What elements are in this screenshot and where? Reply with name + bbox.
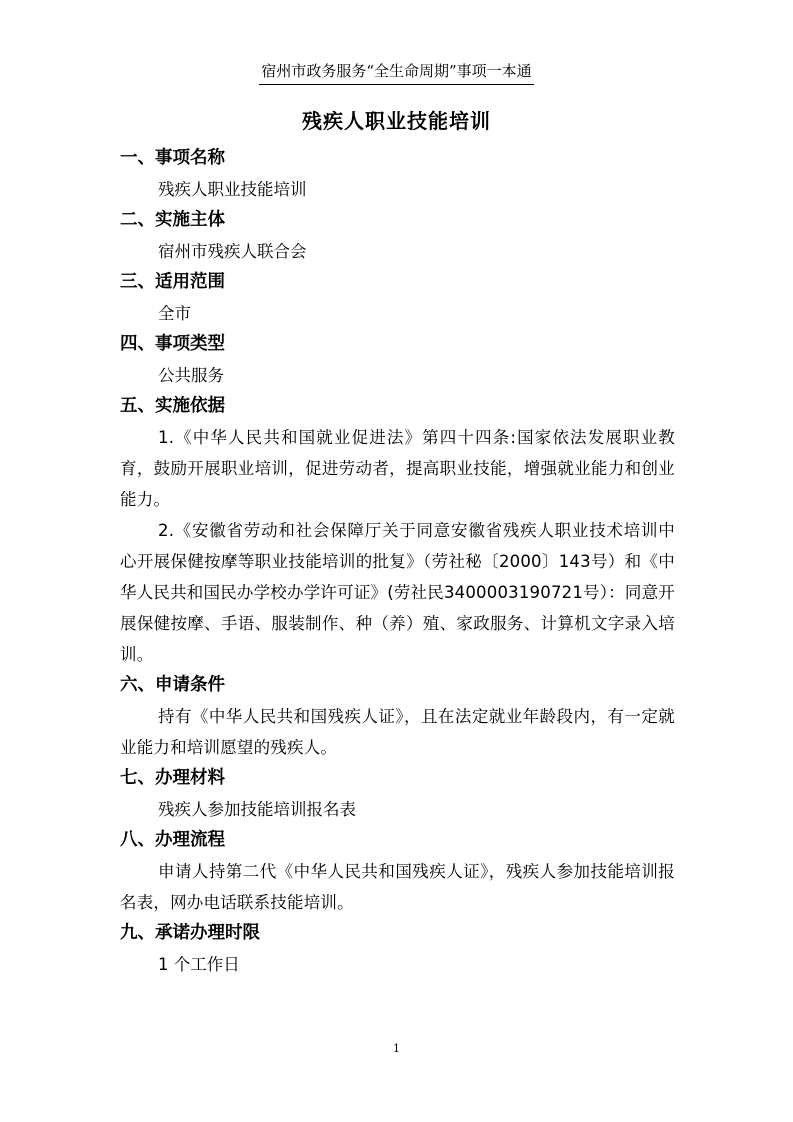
section-body-item-name: 残疾人职业技能培训 [158, 180, 307, 199]
header-text: 宿州市政务服务“全生命周期”事项一本通 [259, 60, 533, 85]
section-heading-time-limit: 九、承诺办理时限 [120, 923, 260, 943]
section-heading-item-type: 四、事项类型 [120, 334, 225, 354]
section-heading-process: 八、办理流程 [120, 830, 225, 850]
legal-basis-paragraph-1: 1.《中华人民共和国就业促进法》第四十四条:国家依法发展职业教育，鼓励开展职业培训，促进劳动者，提高职业技能，增强就业能力和创业能力。 [120, 428, 675, 509]
page-number: 1 [393, 1042, 400, 1055]
legal-basis-paragraph-2: 2.《安徽省劳动和社会保障厅关于同意安徽省残疾人职业技术培训中心开展保健按摩等职业技能培训的批复》（劳社秘〔2000〕143号）和《中华人民共和国民办学校办学许可证》(劳社民3400003190721号）：同意开展保健按摩、手语、服装制作、种（养）殖、家政服务、计算机文字录入培训。 [120, 521, 675, 664]
page-header [0, 60, 793, 85]
section-body-implementer: 宿州市残疾人联合会 [158, 242, 307, 261]
section-body-time-limit: 1 个工作日 [158, 955, 240, 974]
section-heading-implementer: 二、实施主体 [120, 210, 225, 230]
section-heading-scope: 三、适用范围 [120, 272, 225, 292]
section-heading-materials: 七、办理材料 [120, 768, 225, 788]
process-paragraph: 申请人持第二代《中华人民共和国残疾人证》，残疾人参加技能培训报名表，网办电话联系技能培训。 [120, 862, 675, 912]
document-body [120, 143, 675, 980]
section-heading-item-name: 一、事项名称 [120, 148, 225, 168]
section-heading-legal-basis: 五、实施依据 [120, 396, 225, 416]
section-body-scope: 全市 [158, 304, 191, 323]
conditions-paragraph: 持有《中华人民共和国残疾人证》，且在法定就业年龄段内，有一定就业能力和培训愿望的残疾人。 [120, 707, 675, 757]
section-body-item-type: 公共服务 [158, 366, 224, 385]
document-title: 残疾人职业技能培训 [302, 109, 491, 133]
section-heading-conditions: 六、申请条件 [120, 675, 225, 695]
section-body-materials: 残疾人参加技能培训报名表 [158, 800, 356, 819]
